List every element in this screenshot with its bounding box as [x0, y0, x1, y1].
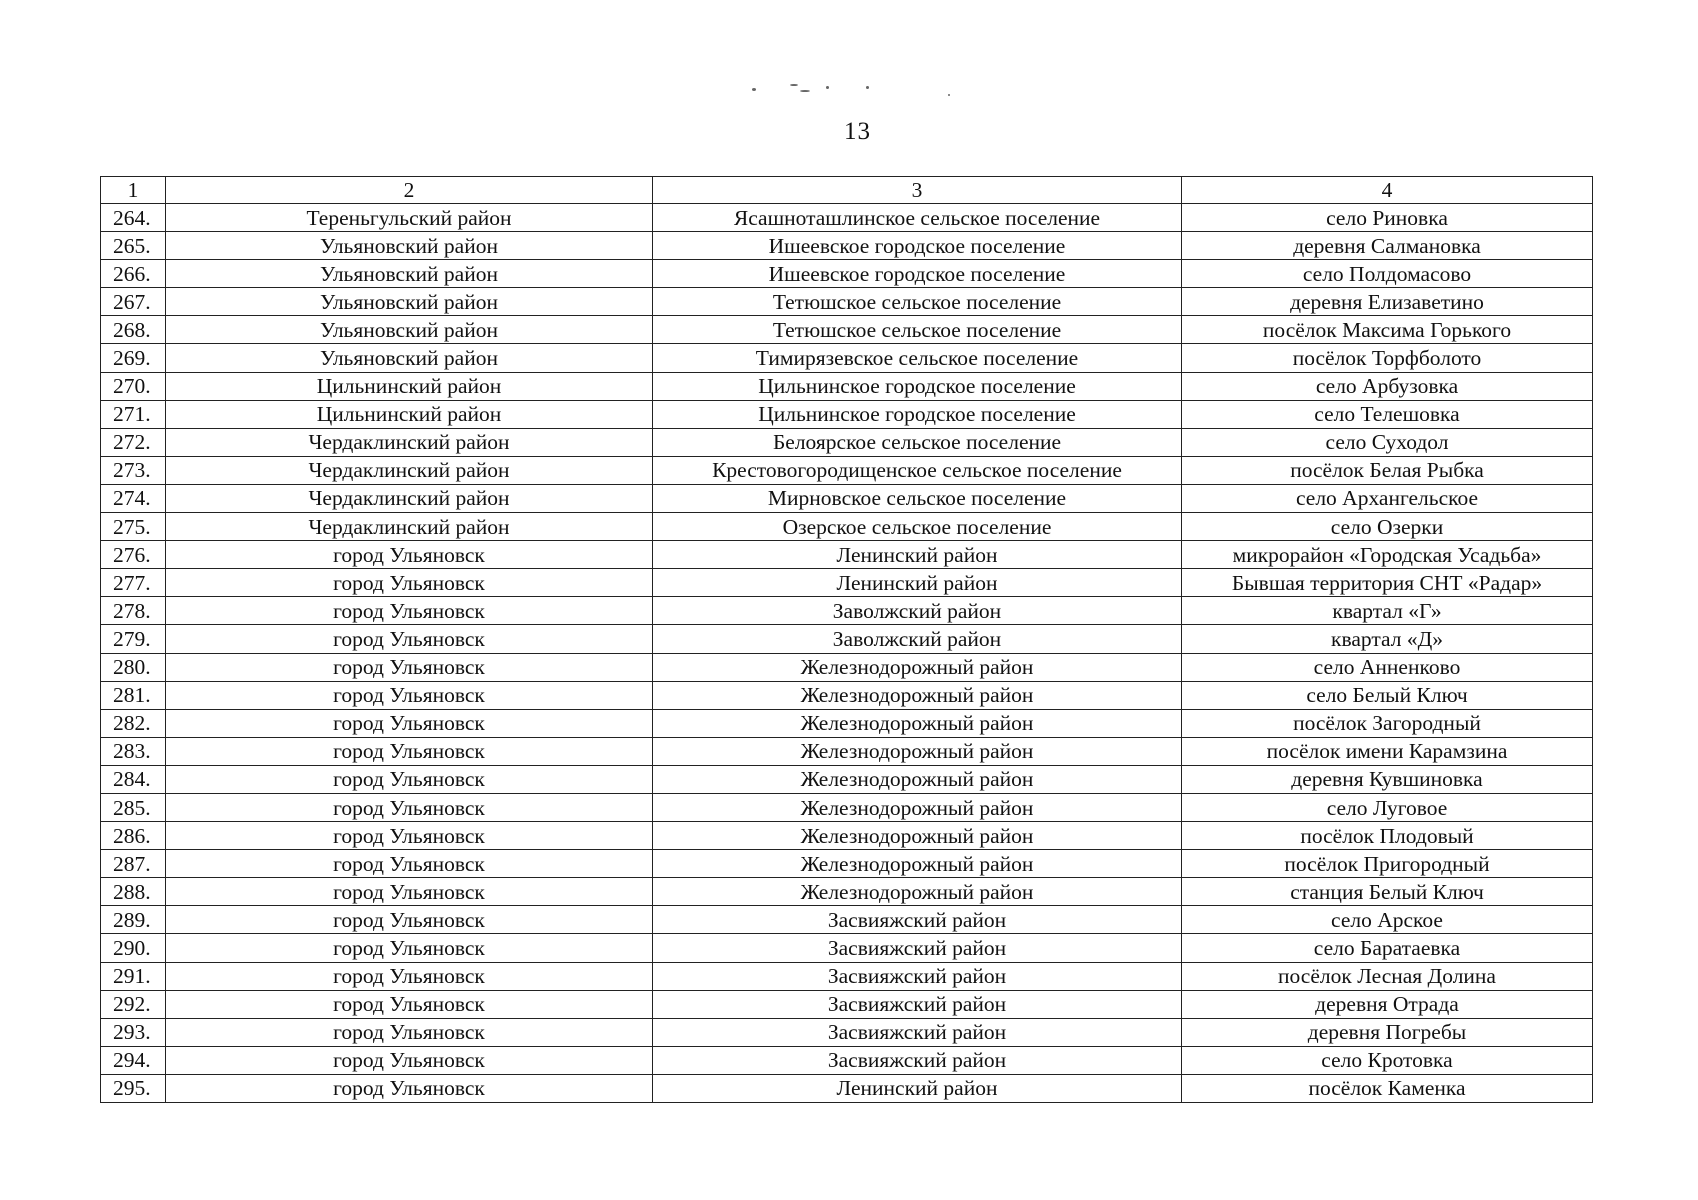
row-number-cell: 284. — [101, 765, 166, 793]
settlement-cell: Ленинский район — [653, 569, 1182, 597]
table-row — [101, 456, 1593, 484]
locality-cell: посёлок Каменка — [1182, 1074, 1593, 1102]
locality-cell: квартал «Г» — [1182, 597, 1593, 625]
table-row — [101, 709, 1593, 737]
district-cell: город Ульяновск — [166, 1018, 653, 1046]
table-row — [101, 541, 1593, 569]
row-number-cell: 267. — [101, 288, 166, 316]
row-number-cell: 264. — [101, 204, 166, 232]
district-cell: Ульяновский район — [166, 260, 653, 288]
locality-cell: посёлок Лесная Долина — [1182, 962, 1593, 990]
settlement-cell: Засвияжский район — [653, 934, 1182, 962]
settlement-cell: Ленинский район — [653, 541, 1182, 569]
locality-cell: село Риновка — [1182, 204, 1593, 232]
district-cell: город Ульяновск — [166, 822, 653, 850]
table-row — [101, 625, 1593, 653]
row-number-cell: 287. — [101, 850, 166, 878]
row-number-cell: 278. — [101, 597, 166, 625]
district-cell: Ульяновский район — [166, 232, 653, 260]
table-row — [101, 372, 1593, 400]
row-number-cell: 286. — [101, 822, 166, 850]
table-row — [101, 765, 1593, 793]
settlement-cell: Тимирязевское сельское поселение — [653, 344, 1182, 372]
row-number-cell: 285. — [101, 793, 166, 821]
locality-cell: село Озерки — [1182, 513, 1593, 541]
header-cell-3: 3 — [653, 177, 1182, 204]
row-number-cell: 268. — [101, 316, 166, 344]
settlement-cell: Железнодорожный район — [653, 709, 1182, 737]
row-number-cell: 295. — [101, 1074, 166, 1102]
table-row — [101, 962, 1593, 990]
row-number-cell: 290. — [101, 934, 166, 962]
row-number-cell: 294. — [101, 1046, 166, 1074]
table-row — [101, 232, 1593, 260]
table-row — [101, 1074, 1593, 1102]
scan-speck — [948, 94, 950, 96]
settlement-cell: Засвияжский район — [653, 990, 1182, 1018]
locality-cell: квартал «Д» — [1182, 625, 1593, 653]
settlement-cell: Железнодорожный район — [653, 850, 1182, 878]
scan-speck — [790, 84, 798, 86]
district-cell: город Ульяновск — [166, 709, 653, 737]
row-number-cell: 281. — [101, 681, 166, 709]
table-header-row — [101, 177, 1593, 204]
table-row — [101, 822, 1593, 850]
district-cell: город Ульяновск — [166, 990, 653, 1018]
row-number-cell: 270. — [101, 372, 166, 400]
row-number-cell: 265. — [101, 232, 166, 260]
settlement-cell: Засвияжский район — [653, 906, 1182, 934]
locality-cell: село Анненково — [1182, 653, 1593, 681]
page-number: 13 — [844, 118, 871, 145]
district-cell: город Ульяновск — [166, 765, 653, 793]
settlement-cell: Засвияжский район — [653, 1046, 1182, 1074]
settlement-cell: Ясашноташлинское сельское поселение — [653, 204, 1182, 232]
settlement-cell: Тетюшское сельское поселение — [653, 316, 1182, 344]
settlements-table — [100, 176, 1593, 1103]
settlement-cell: Железнодорожный район — [653, 793, 1182, 821]
settlement-cell: Мирновское сельское поселение — [653, 484, 1182, 512]
locality-cell: деревня Отрада — [1182, 990, 1593, 1018]
row-number-cell: 277. — [101, 569, 166, 597]
table-row — [101, 204, 1593, 232]
locality-cell: Бывшая территория СНТ «Радар» — [1182, 569, 1593, 597]
settlement-cell: Железнодорожный район — [653, 737, 1182, 765]
locality-cell: село Суходол — [1182, 428, 1593, 456]
settlement-cell: Цильнинское городское поселение — [653, 372, 1182, 400]
scan-speck — [752, 88, 756, 91]
settlement-cell: Цильнинское городское поселение — [653, 400, 1182, 428]
district-cell: Ульяновский район — [166, 344, 653, 372]
district-cell: Чердаклинский район — [166, 428, 653, 456]
table-row — [101, 681, 1593, 709]
district-cell: город Ульяновск — [166, 793, 653, 821]
table-row — [101, 1018, 1593, 1046]
settlement-cell: Озерское сельское поселение — [653, 513, 1182, 541]
locality-cell: станция Белый Ключ — [1182, 878, 1593, 906]
locality-cell: деревня Елизаветино — [1182, 288, 1593, 316]
district-cell: Цильнинский район — [166, 372, 653, 400]
scan-speck — [826, 86, 829, 89]
settlement-cell: Железнодорожный район — [653, 765, 1182, 793]
district-cell: город Ульяновск — [166, 1046, 653, 1074]
locality-cell: деревня Кувшиновка — [1182, 765, 1593, 793]
district-cell: город Ульяновск — [166, 962, 653, 990]
table-row — [101, 737, 1593, 765]
settlement-cell: Железнодорожный район — [653, 681, 1182, 709]
row-number-cell: 289. — [101, 906, 166, 934]
table-row — [101, 428, 1593, 456]
district-cell: Чердаклинский район — [166, 456, 653, 484]
district-cell: Ульяновский район — [166, 316, 653, 344]
locality-cell: село Полдомасово — [1182, 260, 1593, 288]
locality-cell: посёлок Загородный — [1182, 709, 1593, 737]
locality-cell: село Арбузовка — [1182, 372, 1593, 400]
table-row — [101, 850, 1593, 878]
district-cell: Чердаклинский район — [166, 513, 653, 541]
district-cell: город Ульяновск — [166, 653, 653, 681]
settlement-cell: Тетюшское сельское поселение — [653, 288, 1182, 316]
table-row — [101, 344, 1593, 372]
district-cell: город Ульяновск — [166, 681, 653, 709]
table-body — [101, 177, 1593, 1103]
row-number-cell: 275. — [101, 513, 166, 541]
locality-cell: село Архангельское — [1182, 484, 1593, 512]
header-cell-1: 1 — [101, 177, 166, 204]
scan-speck — [866, 86, 869, 89]
row-number-cell: 274. — [101, 484, 166, 512]
locality-cell: посёлок Плодовый — [1182, 822, 1593, 850]
settlement-cell: Крестовогородищенское сельское поселение — [653, 456, 1182, 484]
table-row — [101, 653, 1593, 681]
locality-cell: посёлок Пригородный — [1182, 850, 1593, 878]
table-row — [101, 1046, 1593, 1074]
district-cell: город Ульяновск — [166, 1074, 653, 1102]
table-row — [101, 288, 1593, 316]
table-row — [101, 569, 1593, 597]
row-number-cell: 269. — [101, 344, 166, 372]
district-cell: Ульяновский район — [166, 288, 653, 316]
row-number-cell: 291. — [101, 962, 166, 990]
district-cell: город Ульяновск — [166, 541, 653, 569]
row-number-cell: 282. — [101, 709, 166, 737]
district-cell: город Ульяновск — [166, 569, 653, 597]
settlement-cell: Ишеевское городское поселение — [653, 232, 1182, 260]
locality-cell: село Кротовка — [1182, 1046, 1593, 1074]
locality-cell: село Луговое — [1182, 793, 1593, 821]
row-number-cell: 276. — [101, 541, 166, 569]
locality-cell: деревня Погребы — [1182, 1018, 1593, 1046]
settlement-cell: Железнодорожный район — [653, 653, 1182, 681]
row-number-cell: 273. — [101, 456, 166, 484]
table-row — [101, 906, 1593, 934]
header-cell-2: 2 — [166, 177, 653, 204]
table-row — [101, 484, 1593, 512]
row-number-cell: 292. — [101, 990, 166, 1018]
locality-cell: село Телешовка — [1182, 400, 1593, 428]
row-number-cell: 279. — [101, 625, 166, 653]
table-row — [101, 934, 1593, 962]
district-cell: Тереньгульский район — [166, 204, 653, 232]
settlement-cell: Заволжский район — [653, 625, 1182, 653]
locality-cell: посёлок Максима Горького — [1182, 316, 1593, 344]
district-cell: город Ульяновск — [166, 850, 653, 878]
district-cell: город Ульяновск — [166, 906, 653, 934]
district-cell: Цильнинский район — [166, 400, 653, 428]
row-number-cell: 288. — [101, 878, 166, 906]
table-row — [101, 260, 1593, 288]
table-row — [101, 793, 1593, 821]
table-row — [101, 597, 1593, 625]
district-cell: город Ульяновск — [166, 737, 653, 765]
district-cell: город Ульяновск — [166, 597, 653, 625]
district-cell: город Ульяновск — [166, 934, 653, 962]
row-number-cell: 272. — [101, 428, 166, 456]
settlement-cell: Засвияжский район — [653, 962, 1182, 990]
scan-speck — [800, 90, 810, 92]
district-cell: город Ульяновск — [166, 625, 653, 653]
locality-cell: деревня Салмановка — [1182, 232, 1593, 260]
settlement-cell: Ишеевское городское поселение — [653, 260, 1182, 288]
settlement-cell: Заволжский район — [653, 597, 1182, 625]
row-number-cell: 280. — [101, 653, 166, 681]
locality-cell: посёлок Торфболото — [1182, 344, 1593, 372]
row-number-cell: 271. — [101, 400, 166, 428]
table-row — [101, 513, 1593, 541]
row-number-cell: 266. — [101, 260, 166, 288]
row-number-cell: 283. — [101, 737, 166, 765]
row-number-cell: 293. — [101, 1018, 166, 1046]
table-row — [101, 400, 1593, 428]
locality-cell: посёлок имени Карамзина — [1182, 737, 1593, 765]
table-row — [101, 316, 1593, 344]
locality-cell: посёлок Белая Рыбка — [1182, 456, 1593, 484]
settlement-cell: Железнодорожный район — [653, 878, 1182, 906]
table-row — [101, 990, 1593, 1018]
district-cell: город Ульяновск — [166, 878, 653, 906]
locality-cell: микрорайон «Городская Усадьба» — [1182, 541, 1593, 569]
district-cell: Чердаклинский район — [166, 484, 653, 512]
locality-cell: село Арское — [1182, 906, 1593, 934]
locality-cell: село Баратаевка — [1182, 934, 1593, 962]
table-row — [101, 878, 1593, 906]
locality-cell: село Белый Ключ — [1182, 681, 1593, 709]
settlement-cell: Железнодорожный район — [653, 822, 1182, 850]
header-cell-4: 4 — [1182, 177, 1593, 204]
settlement-cell: Белоярское сельское поселение — [653, 428, 1182, 456]
settlement-cell: Ленинский район — [653, 1074, 1182, 1102]
settlement-cell: Засвияжский район — [653, 1018, 1182, 1046]
